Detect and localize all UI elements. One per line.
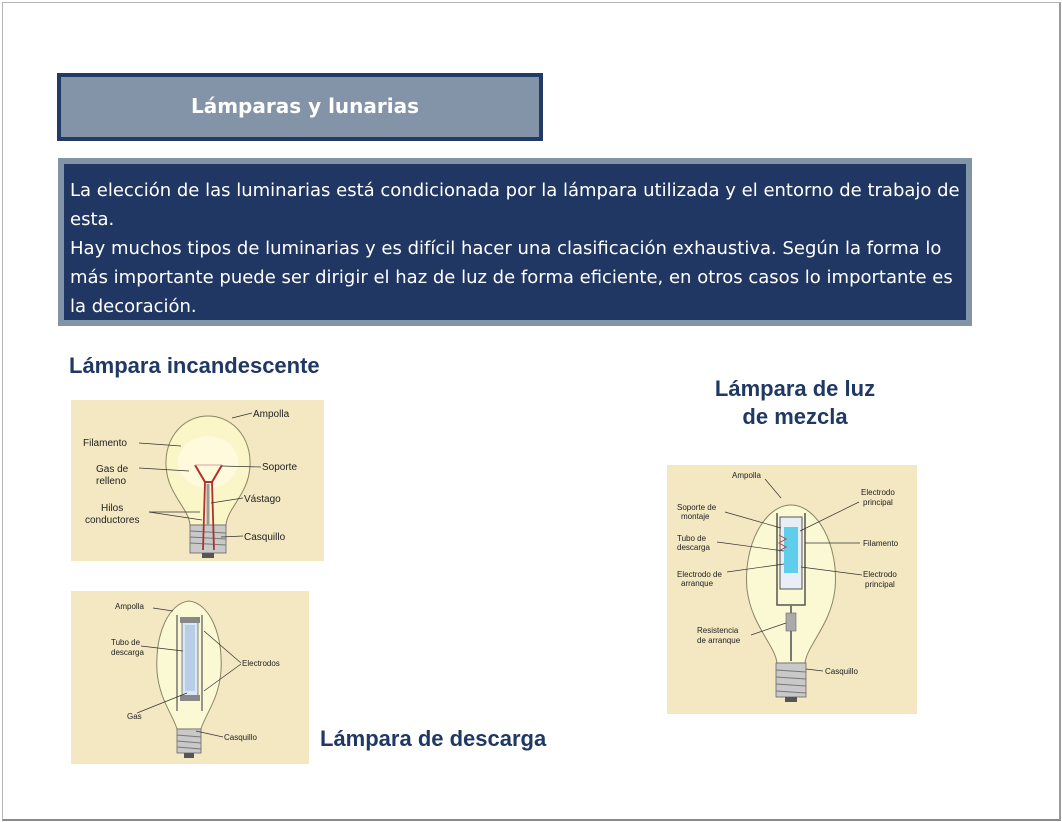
label-soporte: Soporte (262, 462, 298, 473)
incandescent-lamp-diagram (71, 400, 324, 561)
label-ampolla: Ampolla (253, 409, 290, 420)
label-filamento: Filamento (863, 539, 899, 548)
label-hilos-line-2: conductores (85, 515, 140, 526)
label-casquillo: Casquillo (244, 532, 286, 543)
label-tubo-line-1: Tubo de (111, 638, 141, 647)
heading-incandescent: Lámpara incandescente (69, 353, 320, 378)
label-tubo-line-1: Tubo de (677, 534, 707, 543)
label-ampolla: Ampolla (115, 602, 144, 611)
heading-discharge: Lámpara de descarga (320, 726, 547, 751)
label-electrodo-principal-top-line-2: principal (863, 498, 893, 507)
label-vastago: Vástago (244, 494, 281, 505)
label-ampolla: Ampolla (732, 471, 761, 480)
label-filamento: Filamento (83, 438, 127, 449)
label-electrodo-principal-bottom-line-1: Electrodo (863, 570, 897, 579)
label-soporte-line-1: Soporte de (677, 503, 717, 512)
description-paragraph-1: La elección de las luminarias está condicionada por la lámpara utilizada y el entorno de trabajo de esta. (70, 180, 960, 230)
label-tubo-line-2: descarga (111, 648, 144, 657)
label-electrodo-arranque-line-1: Electrodo de (677, 570, 722, 579)
label-resistencia-line-2: de arranque (697, 636, 741, 645)
description-paragraph-2: Hay muchos tipos de luminarias y es difícil hacer una clasificación exhaustiva. Según la forma lo más importante puede ser dirigir el haz de luz de forma eficiente, en otros casos lo importante es la decoración. (70, 238, 953, 317)
label-soporte-line-2: montaje (681, 512, 710, 521)
heading-mixed-line-1: Lámpara de luz (714, 376, 876, 401)
label-electrodo-principal-bottom-line-2: principal (865, 580, 895, 589)
title-box (57, 73, 543, 141)
label-electrodo-arranque-line-2: arranque (681, 579, 714, 588)
label-tubo-line-2: descarga (677, 543, 710, 552)
description-box (58, 158, 972, 326)
page-title: Lámparas y lunarias (190, 94, 420, 118)
label-electrodos: Electrodos (242, 659, 280, 668)
heading-mixed-light (690, 375, 900, 431)
label-casquillo: Casquillo (825, 667, 858, 676)
label-gas-line-1: Gas de (96, 464, 129, 475)
label-casquillo: Casquillo (224, 733, 257, 742)
label-electrodo-principal-top-line-1: Electrodo (861, 488, 895, 497)
label-resistencia-line-1: Resistencia (697, 626, 739, 635)
label-gas: Gas (127, 712, 142, 721)
heading-mixed-line-2: de mezcla (742, 404, 848, 429)
discharge-lamp-diagram (71, 591, 309, 764)
label-gas-line-2: relleno (96, 476, 127, 487)
label-hilos-line-1: Hilos (101, 503, 124, 514)
mixed-light-lamp-diagram (667, 465, 917, 714)
